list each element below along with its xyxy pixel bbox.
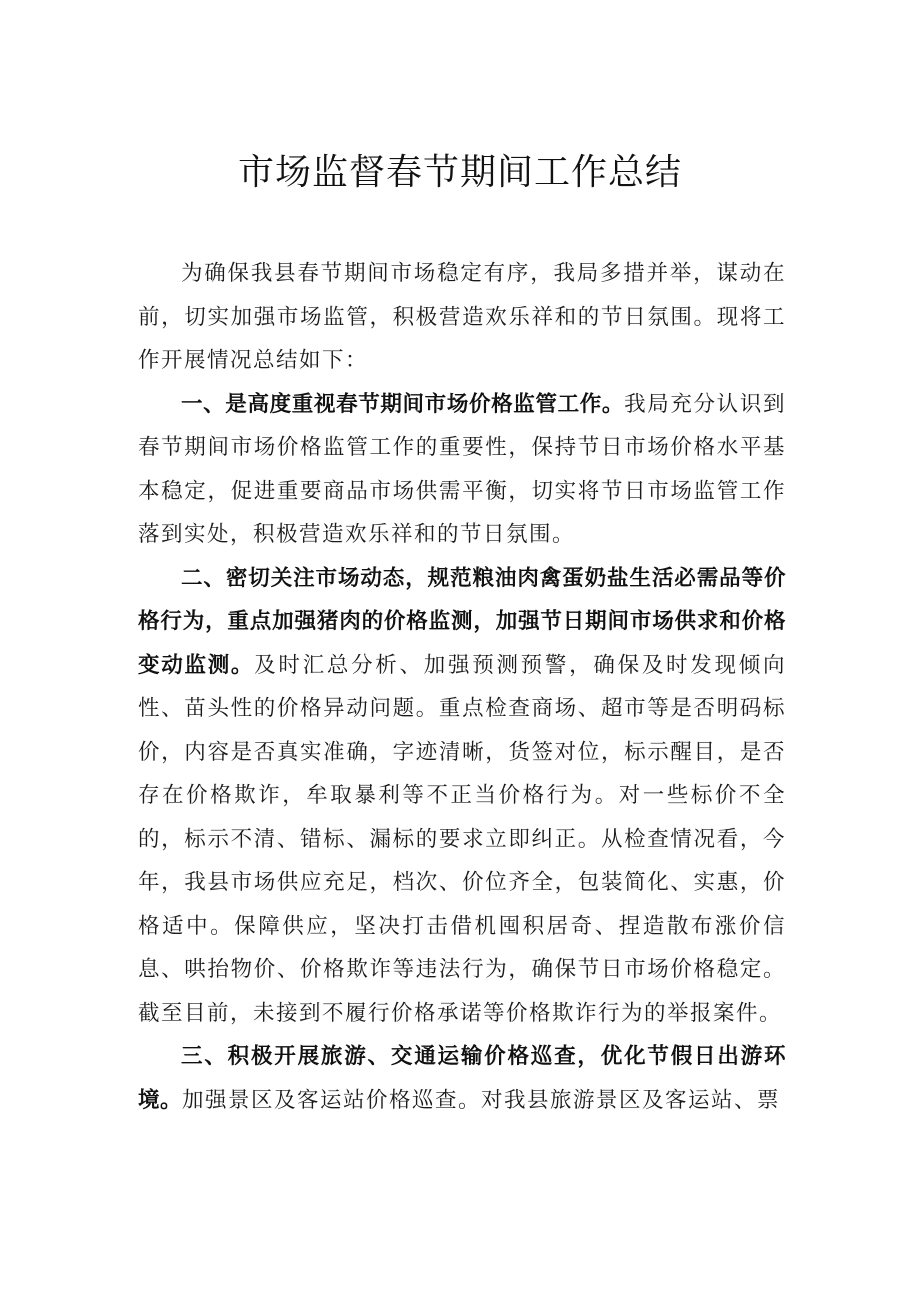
section-2-text: 及时汇总分析、加强预测预警，确保及时发现倾向性、苗头性的价格异动问题。重点检查商场、超市等是否明码标价，内容是否真实准确，字迹清晰，货签对位，标示醒目，是否存在价格欺诈，牟取暴利等不正当价格行为。对一些标价不全的，标示不清、错标、漏标的要求立即纠正。从检查情况看，今年，我县市场供应充足，档次、价位齐全，包装简化、实惠，价格适中。保障供应，坚决打击借机囤积居奇、捏造散布涨价信息、哄抬物价、价格欺诈等违法行为，确保节日市场价格稳定。截至目前，未接到不履行价格承诺等价格欺诈行为的举报案件。 (138, 652, 786, 1026)
section-3-paragraph (138, 1035, 786, 1122)
section-1-heading: 一、是高度重视春节期间市场价格监管工作。 (181, 391, 625, 417)
section-3-heading: 三、积极开展旅游、交通运输价格巡查，优化节假日出游环境。 (138, 1044, 786, 1113)
section-1-paragraph (138, 383, 786, 557)
section-1-text: 我局充分认识到春节期间市场价格监管工作的重要性，保持节日市场价格水平基本稳定，促进重要商品市场供需平衡，切实将节日市场监管工作落到实处，积极营造欢乐祥和的节日氛围。 (138, 391, 786, 547)
section-2-paragraph (138, 557, 786, 1036)
section-3-text: 加强景区及客运站价格巡查。对我县旅游景区及客运站、票 (182, 1087, 781, 1113)
section-2-heading: 二、密切关注市场动态，规范粮油肉禽蛋奶盐生活必需品等价格行为，重点加强猪肉的价格监测，加强节日期间市场供求和价格变动监测。 (138, 565, 786, 678)
intro-paragraph: 为确保我县春节期间市场稳定有序，我局多措并举，谋动在前，切实加强市场监管，积极营造欢乐祥和的节日氛围。现将工作开展情况总结如下： (138, 261, 786, 373)
document-body (138, 252, 786, 1122)
document-title: 市场监督春节期间工作总结 (237, 152, 682, 193)
